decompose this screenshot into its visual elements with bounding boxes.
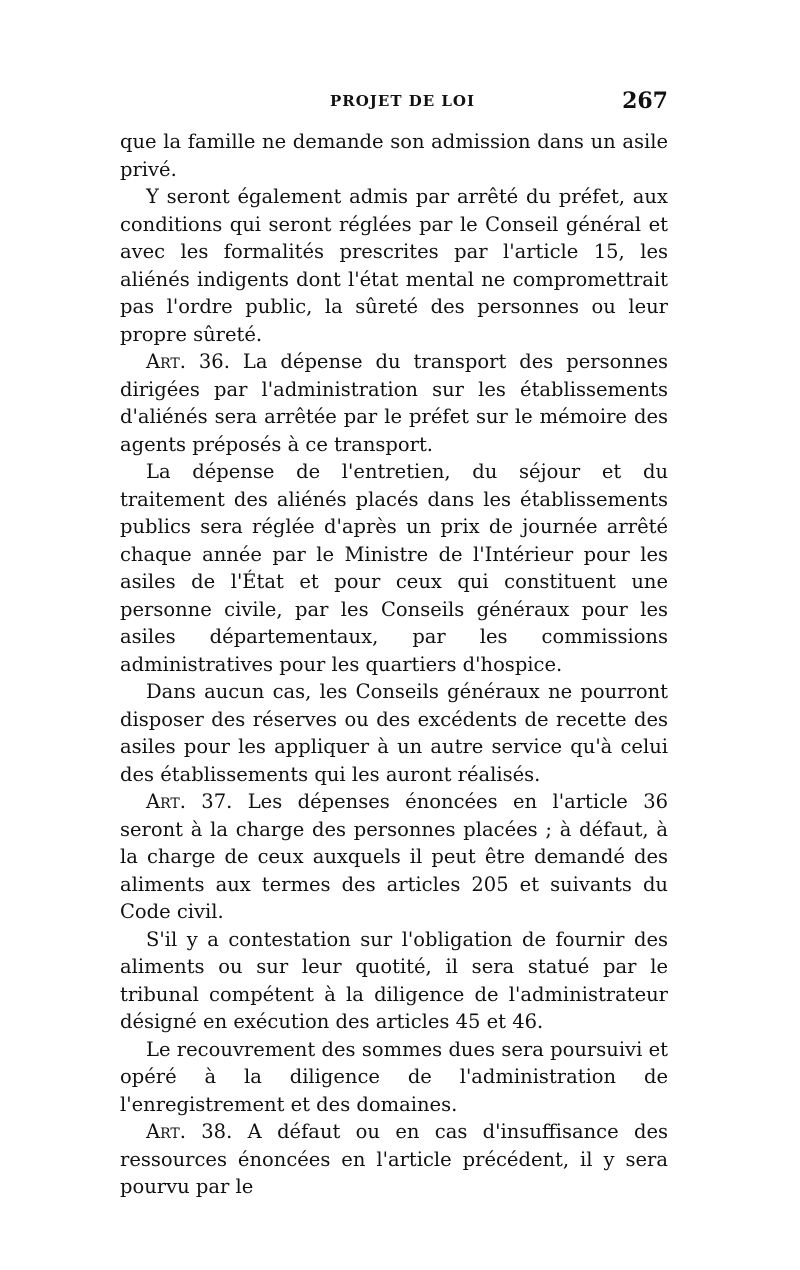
article-number: Art. 38. — [146, 1120, 233, 1143]
article-number: Art. 36. — [146, 350, 230, 373]
paragraph-text: A défaut ou en cas d'insuffisance des ressources énoncées en l'article précédent, il y sera pourvu par le — [120, 1120, 669, 1198]
article-paragraph — [120, 348, 668, 458]
paragraph-text: S'il y a contestation sur l'obligation de fournir des aliments ou sur leur quotité, il sera statué par le tribunal compétent à la diligence de l'administrateur désigné en exécution des articles 45 et 46. — [120, 927, 668, 1033]
paragraph — [120, 678, 668, 788]
paragraph-text: Dans aucun cas, les Conseils généraux ne pourront disposer des réserves ou des excédents de recette des asiles pour les appliquer à un autre service qu'à celui des établissements qui les auront réalisés. — [120, 680, 668, 786]
paragraph-text: que la famille ne demande son admission dans un asile privé. — [120, 130, 668, 181]
paragraph-text: Les dépenses énoncées en l'article 36 seront à la charge des personnes placées ; à défaut, à la charge de ceux auxquels il peut être demandé des aliments aux termes des articles 205 et suivants du Code civil. — [120, 790, 669, 923]
page-header — [120, 88, 668, 118]
paragraph-text: La dépense du transport des personnes dirigées par l'administration sur les établissements d'aliénés sera arrêtée par le préfet sur le mémoire des agents préposés à ce transport. — [120, 350, 669, 456]
running-title: PROJET DE LOI — [330, 92, 476, 110]
paragraph — [120, 458, 668, 678]
page-number: 267 — [622, 88, 668, 114]
article-paragraph — [120, 788, 668, 926]
paragraph-text: Le recouvrement des sommes dues sera poursuivi et opéré à la diligence de l'administration de l'enregistrement et des domaines. — [120, 1037, 668, 1116]
paragraph — [120, 128, 668, 183]
article-number: Art. 37. — [146, 790, 233, 813]
paragraph — [120, 183, 668, 348]
paragraph-text: Y seront également admis par arrêté du préfet, aux conditions qui seront réglées par le Conseil général et avec les formalités prescrites par l'article 15, les aliénés indigents dont l'état mental ne compromettrait pas l'ordre public, la sûreté des personnes ou leur propre sûreté. — [120, 185, 668, 346]
paragraph-text: La dépense de l'entretien, du séjour et du traitement des aliénés placés dans les établissements publics sera réglée d'après un prix de journée arrêté chaque année par le Ministre de l'Intérieur pour les asiles de l'État et pour ceux qui constituent une personne civile, par les Conseils généraux pour les asiles départementaux, par les commissions administratives pour les quartiers d'hospice. — [120, 460, 668, 676]
paragraph — [120, 1036, 668, 1119]
body-text — [120, 128, 668, 1201]
article-paragraph — [120, 1118, 668, 1201]
paragraph — [120, 926, 668, 1036]
